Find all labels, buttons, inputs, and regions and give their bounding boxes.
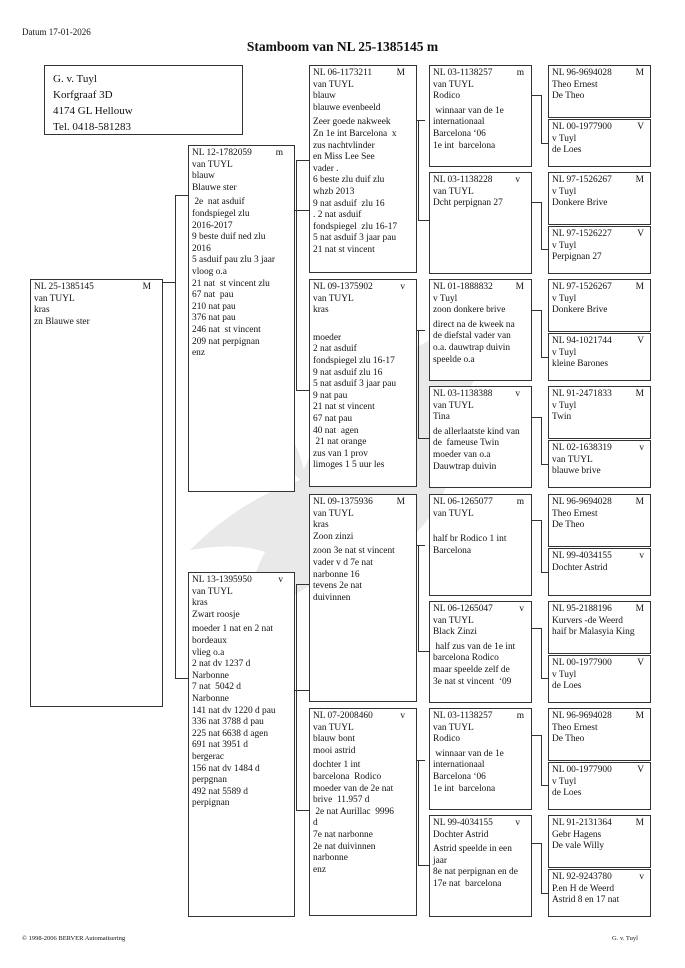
pigeon-detail: blauwe brive bbox=[552, 466, 601, 477]
pigeon-detail: kleine Barones bbox=[552, 359, 608, 370]
pigeon-detail: haif br Malasyia King bbox=[552, 627, 635, 638]
pigeon-detail: v Tuyl bbox=[552, 400, 577, 411]
sex-marker: V bbox=[637, 122, 644, 132]
pigeon-detail: Black Zinzi bbox=[433, 627, 477, 638]
pigeon-card-dam bbox=[188, 572, 295, 917]
ring-number: NL 92-9243780 bbox=[552, 872, 612, 882]
pigeon-detail: de Loes bbox=[552, 681, 582, 692]
pigeon-card-gen2 bbox=[309, 494, 417, 702]
connector-line bbox=[296, 390, 310, 391]
pigeon-detail: van TUYL bbox=[433, 722, 474, 733]
pigeon-detail: van TUYL bbox=[433, 186, 474, 197]
pigeon-detail: P.en H de Weerd bbox=[552, 883, 615, 894]
sex-marker: M bbox=[635, 282, 644, 292]
connector-line bbox=[418, 760, 419, 865]
pigeon-detail: blauw bbox=[192, 171, 215, 182]
pigeon-detail: Theo Ernest bbox=[552, 508, 598, 519]
ring-number: NL 96-9694028 bbox=[552, 497, 612, 507]
ring-number: NL 09-1375902 bbox=[313, 282, 373, 292]
ring-number: NL 03-1138388 bbox=[433, 389, 493, 399]
pigeon-card-gen4 bbox=[548, 762, 651, 810]
pigeon-detail: Dochter Astrid bbox=[433, 829, 489, 840]
sex-marker: v bbox=[515, 389, 520, 399]
pigeon-card-gen4 bbox=[548, 333, 651, 381]
sex-marker: M bbox=[635, 818, 644, 828]
ring-number: NL 03-1138257 bbox=[433, 68, 493, 78]
pigeon-remarks: de allerlaatste kind van de fameuse Twin moeder van o.a Dauwtrap duivin bbox=[433, 426, 520, 472]
pigeon-card-gen3 bbox=[429, 494, 532, 596]
connector-line bbox=[418, 651, 429, 652]
page-title: Stamboom van NL 25-1385145 m bbox=[246, 39, 439, 54]
pigeon-detail: van TUYL bbox=[433, 79, 474, 90]
ring-number: NL 00-1977900 bbox=[552, 658, 612, 668]
ring-number: NL 94-1021744 bbox=[552, 336, 612, 346]
connector-line bbox=[175, 195, 189, 196]
pigeon-detail: v Tuyl bbox=[552, 133, 577, 144]
connector-line bbox=[296, 810, 310, 811]
pigeon-card-gen3 bbox=[429, 279, 532, 381]
connector-line bbox=[418, 545, 419, 651]
sex-marker: v bbox=[278, 575, 283, 585]
pigeon-detail: Astrid 8 en 17 nat bbox=[552, 895, 620, 906]
sex-marker: V bbox=[637, 765, 644, 775]
connector-line bbox=[296, 160, 297, 390]
pigeon-detail: Theo Ernest bbox=[552, 79, 598, 90]
ring-number: NL 96-9694028 bbox=[552, 68, 612, 78]
sex-marker: v bbox=[639, 551, 644, 561]
pigeon-remarks: moeder 2 nat asduif fondspiegel zlu 16-17 9 nat asduif zlu 16 5 nat asduif 3 jaar pau 9 nat pau 21 nat st vincent 67 nat pau 40 nat agen 21 nat orange zus van 1 prov limoges 1 5 uur les bbox=[313, 332, 397, 471]
owner-phone: Tel. 0418-581283 bbox=[53, 121, 132, 133]
sex-marker: M bbox=[635, 497, 644, 507]
pigeon-detail: blauw bont bbox=[313, 734, 355, 745]
sex-marker: v bbox=[400, 282, 405, 292]
sex-marker: M bbox=[396, 497, 405, 507]
pigeon-card-gen4 bbox=[548, 65, 651, 118]
connector-line bbox=[296, 584, 297, 810]
pigeon-detail: De vale Willy bbox=[552, 841, 605, 852]
connector-line bbox=[162, 282, 176, 283]
pigeon-detail: Dcht perpignan 27 bbox=[433, 198, 503, 209]
pigeon-detail: van TUYL bbox=[552, 454, 593, 465]
ring-number: NL 09-1375936 bbox=[313, 497, 373, 507]
pigeon-card-gen4 bbox=[548, 601, 651, 654]
pigeon-detail: v Tuyl bbox=[433, 293, 458, 304]
pigeon-detail: van TUYL bbox=[192, 586, 233, 597]
ring-number: NL 00-1977900 bbox=[552, 765, 612, 775]
pigeon-card-gen4 bbox=[548, 226, 651, 274]
connector-line bbox=[541, 628, 542, 678]
ring-number: NL 95-2188196 bbox=[552, 604, 612, 614]
sex-marker: M bbox=[515, 282, 524, 292]
pigeon-detail: Zoon zinzi bbox=[313, 531, 354, 542]
print-date: Datum 17-01-2026 bbox=[22, 27, 91, 37]
sex-marker: M bbox=[142, 282, 151, 292]
pigeon-card-gen4 bbox=[548, 172, 651, 225]
connector-line bbox=[541, 843, 542, 893]
pigeon-detail: De Theo bbox=[552, 91, 585, 102]
pigeon-detail: Kurvers -de Weerd bbox=[552, 615, 623, 626]
owner-address-box bbox=[44, 65, 243, 135]
pigeon-detail: van TUYL bbox=[433, 615, 474, 626]
pigeon-card-gen3 bbox=[429, 708, 532, 810]
pigeon-detail: van TUYL bbox=[313, 508, 354, 519]
ring-number: NL 07-2008460 bbox=[313, 711, 373, 721]
pigeon-card-gen3 bbox=[429, 601, 532, 703]
sex-marker: m bbox=[516, 497, 524, 507]
pigeon-remarks: direct na de kweek na de diefstal vader van o.a. dauwtrap duivin speelde o.a bbox=[433, 319, 515, 365]
ring-number: NL 06-1265047 bbox=[433, 604, 493, 614]
pigeon-detail: De Theo bbox=[552, 734, 585, 745]
ring-number: NL 03-1138257 bbox=[433, 711, 493, 721]
connector-line bbox=[418, 865, 429, 866]
sex-marker: M bbox=[635, 175, 644, 185]
pigeon-detail: Gebr Hagens bbox=[552, 829, 602, 840]
sex-marker: M bbox=[635, 604, 644, 614]
pigeon-detail: Rodico bbox=[433, 734, 461, 745]
pigeon-detail: v Tuyl bbox=[552, 669, 577, 680]
ring-number: NL 00-1977900 bbox=[552, 122, 612, 132]
sex-marker: V bbox=[637, 658, 644, 668]
ring-number: NL 97-1526267 bbox=[552, 282, 612, 292]
pigeon-detail: Theo Ernest bbox=[552, 722, 598, 733]
pigeon-detail: van TUYL bbox=[192, 159, 233, 170]
connector-line bbox=[418, 330, 419, 438]
connector-line bbox=[418, 220, 429, 221]
pigeon-card-gen4 bbox=[548, 815, 651, 868]
sex-marker: M bbox=[635, 68, 644, 78]
footer-owner: G. v. Tuyl bbox=[612, 935, 638, 942]
pigeon-card-gen2 bbox=[309, 708, 417, 916]
ring-number: NL 99-4034155 bbox=[433, 818, 493, 828]
ring-number: NL 25-1385145 bbox=[34, 282, 94, 292]
ring-number: NL 03-1138228 bbox=[433, 175, 493, 185]
pigeon-card-gen4 bbox=[548, 494, 651, 547]
pigeon-detail: zn Blauwe ster bbox=[34, 316, 90, 327]
connector-line bbox=[295, 210, 310, 211]
pigeon-detail: v Tuyl bbox=[552, 293, 577, 304]
connector-line bbox=[541, 310, 542, 357]
pigeon-card-gen3 bbox=[429, 815, 532, 917]
pigeon-detail: Donkere Brive bbox=[552, 198, 608, 209]
pigeon-card-gen4 bbox=[548, 548, 651, 596]
pigeon-detail: blauw bbox=[313, 91, 336, 102]
connector-line bbox=[296, 160, 310, 161]
pigeon-card-gen4 bbox=[548, 708, 651, 761]
pigeon-detail: mooi astrid bbox=[313, 745, 356, 756]
pigeon-detail: Donkere Brive bbox=[552, 305, 608, 316]
connector-line bbox=[541, 417, 542, 464]
pigeon-detail: zoon donkere brive bbox=[433, 305, 506, 316]
pigeon-detail: Blauwe ster bbox=[192, 182, 237, 193]
pigeon-detail: van TUYL bbox=[433, 400, 474, 411]
pigeon-remarks: moeder 1 nat en 2 nat bordeaux vlieg o.a 2 nat dv 1237 d Narbonne 7 nat 5042 d Narbonne 141 nat dv 1220 d pau 336 nat 3788 d pau 225 nat 6638 d agen 691 nat 3951 d bergerac 156 nat dv 1484 d perpgnan 492 nat 5589 d perpignan bbox=[192, 624, 276, 809]
pigeon-detail: Tina bbox=[433, 412, 450, 423]
ring-number: NL 01-1888832 bbox=[433, 282, 493, 292]
pigeon-detail: Dochter Astrid bbox=[552, 562, 608, 573]
pigeon-card-gen4 bbox=[548, 119, 651, 167]
sex-marker: v bbox=[400, 711, 405, 721]
ring-number: NL 12-1782059 bbox=[192, 148, 252, 158]
pigeon-remarks: Zeer goede nakweek Zn 1e int Barcelona x zus nachtvlinder en Miss Lee See vader . 6 beste zlu duif zlu whzb 2013 9 nat asduif zlu 16 . 2 nat asduif fondspiegel zlu 16-17 5 nat asduif 3 jaar pau 21 nat st vincent bbox=[313, 117, 398, 255]
pigeon-card-gen4 bbox=[548, 386, 651, 439]
connector-line bbox=[175, 678, 189, 679]
ring-number: NL 06-1265077 bbox=[433, 497, 493, 507]
pigeon-detail: kras bbox=[192, 598, 208, 609]
pigeon-detail: Rodico bbox=[433, 91, 461, 102]
pigeon-detail: v Tuyl bbox=[552, 240, 577, 251]
ring-number: NL 06-1173211 bbox=[313, 68, 373, 78]
ring-number: NL 96-9694028 bbox=[552, 711, 612, 721]
sex-marker: m bbox=[516, 68, 524, 78]
sex-marker: v bbox=[519, 604, 524, 614]
sex-marker: M bbox=[635, 711, 644, 721]
sex-marker: v bbox=[515, 818, 520, 828]
pigeon-remarks: half zus van de 1e int barcelona Rodico maar speelde zelf de 3e nat st vincent ‘09 bbox=[433, 641, 516, 687]
pigeon-remarks: Astrid speelde in een jaar 8e nat perpignan en de 17e nat barcelona bbox=[433, 844, 518, 889]
pigeon-remarks: 2e nat asduif fondspiegel zlu 2016-2017 9 beste duif ned zlu 2016 5 asduif pau zlu 3 jaar vloog o.a 21 nat st vincent zlu 67 nat pau 210 nat pau 376 nat pau 246 nat st vincent 209 nat perpignan enz bbox=[192, 197, 276, 359]
sex-marker: M bbox=[635, 389, 644, 399]
ring-number: NL 99-4034155 bbox=[552, 551, 612, 561]
pigeon-detail: van TUYL bbox=[34, 293, 75, 304]
sex-marker: m bbox=[516, 711, 524, 721]
sex-marker: m bbox=[275, 148, 283, 158]
pigeon-detail: Twin bbox=[552, 412, 572, 423]
sex-marker: V bbox=[637, 229, 644, 239]
connector-line bbox=[541, 202, 542, 249]
pigeon-card-gen3 bbox=[429, 172, 532, 274]
pigeon-card-gen2 bbox=[309, 279, 417, 487]
pigeon-remarks: zoon 3e nat st vincent vader v d 7e nat narbonne 16 tevens 2e nat duivinnen bbox=[313, 546, 395, 603]
pigeon-remarks: half br Rodico 1 int Barcelona bbox=[433, 534, 507, 556]
connector-line bbox=[541, 95, 542, 143]
pigeon-remarks: winnaar van de 1e internationaal Barcelona ‘06 1e int barcelona bbox=[433, 105, 504, 151]
sex-marker: v bbox=[515, 175, 520, 185]
connector-line bbox=[295, 690, 310, 691]
ring-number: NL 91-2471833 bbox=[552, 389, 612, 399]
pigeon-detail: van TUYL bbox=[313, 293, 354, 304]
ring-number: NL 97-1526227 bbox=[552, 229, 612, 239]
connector-line bbox=[418, 120, 419, 220]
pigeon-remarks: dochter 1 int barcelona Rodico moeder van de 2e nat brive 11.957 d 2e nat Aurillac 9996 d 7e nat narbonne 2e nat duivinnen narbonne enz bbox=[313, 760, 394, 875]
pigeon-detail: de Loes bbox=[552, 788, 582, 799]
pigeon-detail: van TUYL bbox=[433, 508, 474, 519]
pigeon-detail: kras bbox=[34, 305, 50, 316]
connector-line bbox=[418, 438, 429, 439]
owner-city: 4174 GL Hellouw bbox=[53, 105, 133, 117]
pigeon-detail: v Tuyl bbox=[552, 776, 577, 787]
pigeon-detail: De Theo bbox=[552, 520, 585, 531]
ring-number: NL 13-1395950 bbox=[192, 575, 252, 585]
connector-line bbox=[541, 735, 542, 785]
connector-line bbox=[296, 584, 310, 585]
pigeon-detail: blauwe evenbeeld bbox=[313, 102, 381, 113]
ring-number: NL 97-1526267 bbox=[552, 175, 612, 185]
pigeon-detail: v Tuyl bbox=[552, 186, 577, 197]
ring-number: NL 02-1638319 bbox=[552, 443, 612, 453]
sex-marker: M bbox=[396, 68, 405, 78]
pigeon-card-gen4 bbox=[548, 440, 651, 488]
pigeon-detail: de Loes bbox=[552, 145, 582, 156]
pigeon-card-gen4 bbox=[548, 655, 651, 703]
pigeon-card-gen4 bbox=[548, 279, 651, 332]
connector-line bbox=[175, 195, 176, 678]
pigeon-detail: kras bbox=[313, 305, 329, 316]
sex-marker: v bbox=[639, 872, 644, 882]
pigeon-remarks: winnaar van de 1e internationaal Barcelona ‘06 1e int barcelona bbox=[433, 748, 504, 794]
sex-marker: V bbox=[637, 336, 644, 346]
pigeon-card-subject bbox=[30, 279, 163, 707]
owner-name: G. v. Tuyl bbox=[53, 73, 97, 85]
pigeon-card-gen2 bbox=[309, 65, 417, 273]
pigeon-detail: Perpignan 27 bbox=[552, 252, 602, 263]
pigeon-card-sire bbox=[188, 145, 295, 492]
owner-street: Korfgraaf 3D bbox=[53, 89, 113, 101]
footer-copyright: © 1998-2006 BERVER Automatisering bbox=[22, 935, 126, 942]
pigeon-detail: Zwart roosje bbox=[192, 609, 240, 620]
ring-number: NL 91-2131364 bbox=[552, 818, 612, 828]
pigeon-detail: v Tuyl bbox=[552, 347, 577, 358]
pigeon-card-gen3 bbox=[429, 65, 532, 167]
pigeon-detail: van TUYL bbox=[313, 79, 354, 90]
pigeon-detail: van TUYL bbox=[313, 722, 354, 733]
pigeon-card-gen3 bbox=[429, 386, 532, 488]
pigeon-card-gen4 bbox=[548, 869, 651, 917]
sex-marker: v bbox=[639, 443, 644, 453]
connector-line bbox=[541, 520, 542, 572]
pigeon-detail: kras bbox=[313, 520, 329, 531]
